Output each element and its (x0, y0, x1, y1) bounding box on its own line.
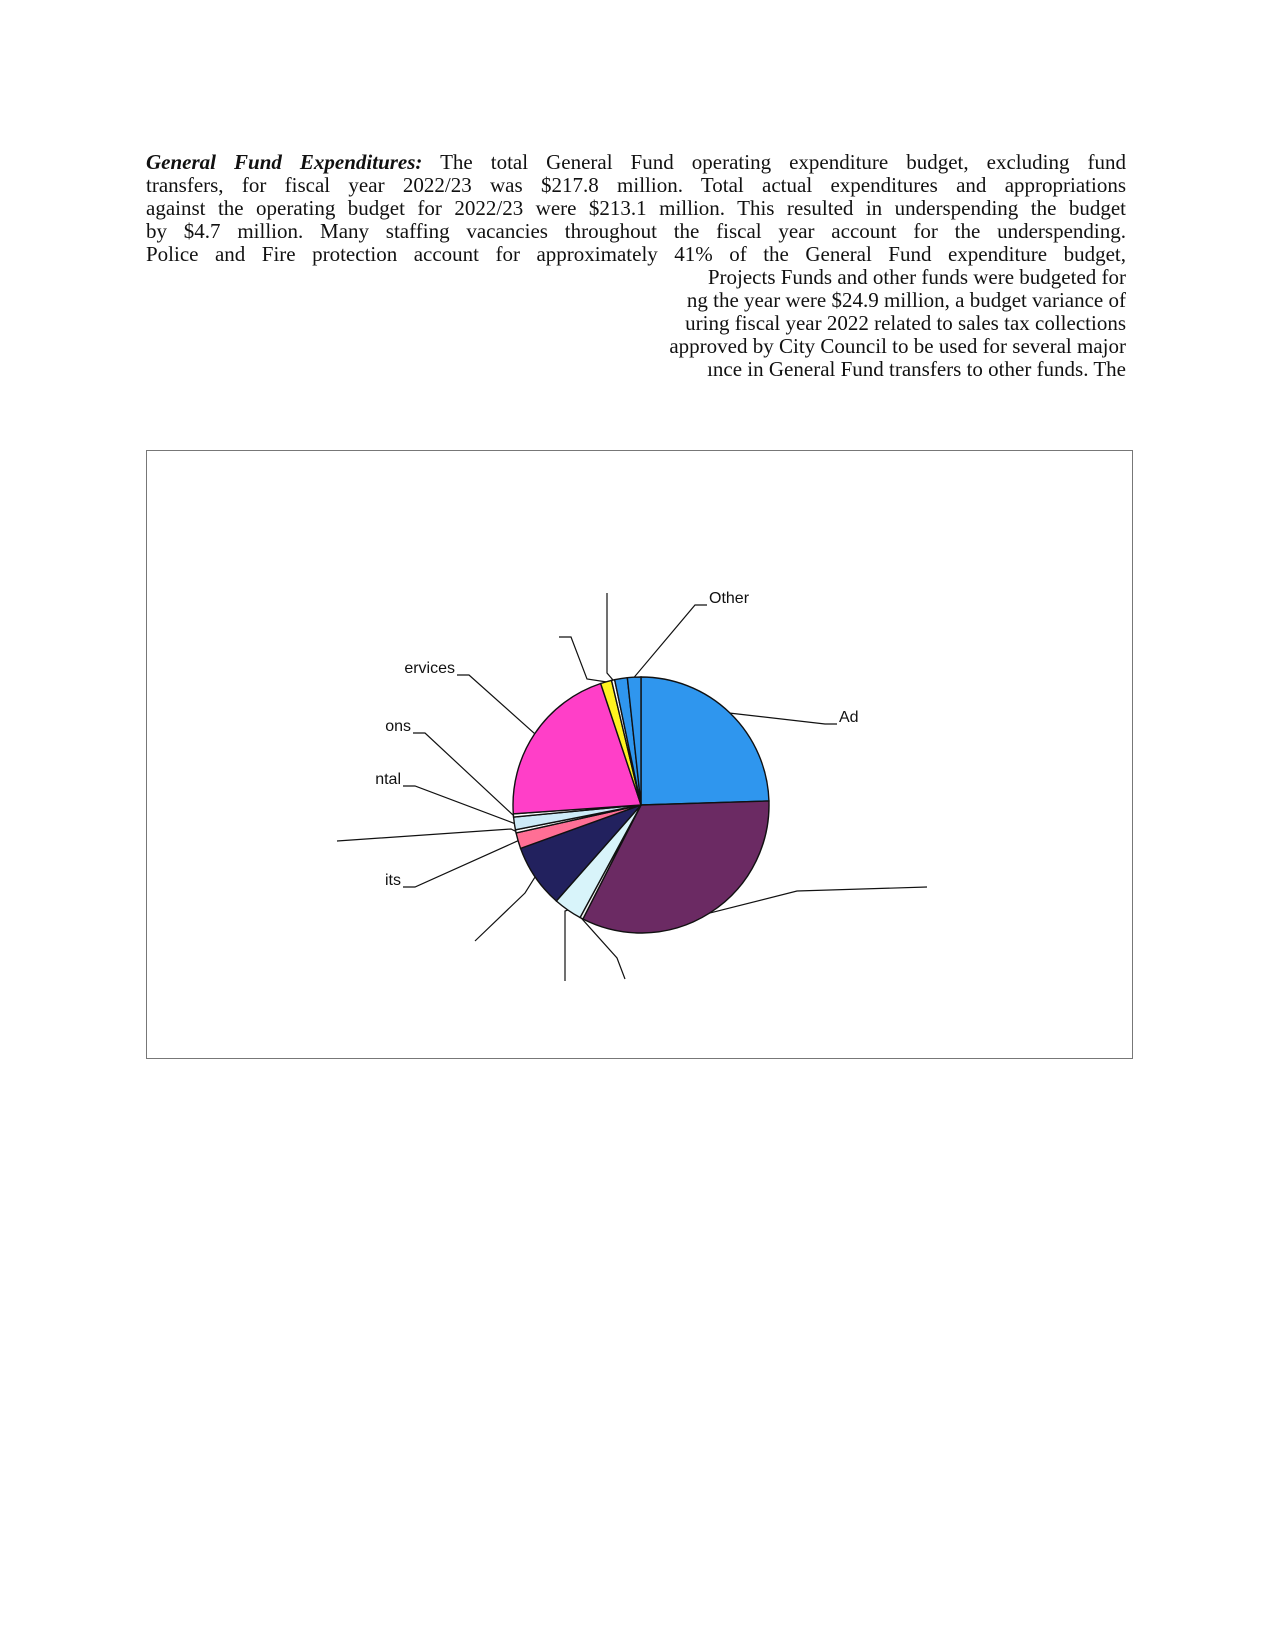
chart-frame (146, 450, 1133, 1059)
slice-label-5: its (385, 872, 401, 889)
paragraph-line-4: by $4.7 million. Many staffing vacancies throughout the fiscal year account for the underspending. (146, 219, 1126, 243)
body-paragraph (146, 151, 1126, 381)
slice-label-8: ons (385, 718, 411, 735)
pie-chart (147, 451, 1134, 1060)
leader-line-6 (337, 829, 516, 841)
leader-line-11 (607, 593, 613, 680)
paragraph-line-3: against the operating budget for 2022/23 were $213.1 million. This resulted in underspending the budget (146, 196, 1126, 220)
paragraph-line-9: approved by City Council to be used for several major (669, 334, 1126, 358)
paragraph-line-1 (146, 151, 1126, 174)
paragraph-text: The total General Fund operating expenditure budget, excluding fund (422, 150, 1126, 174)
paragraph-line-2: transfers, for fiscal year 2022/23 was $217.8 million. Total actual expenditures and appropriations (146, 173, 1126, 197)
leader-line-3 (565, 910, 568, 981)
paragraph-line-7: ng the year were $24.9 million, a budget variance of (686, 288, 1126, 312)
leader-line-13 (634, 605, 707, 677)
slice-label-9: ervices (404, 660, 455, 677)
paragraph-line-8: uring fiscal year 2022 related to sales tax collections (685, 311, 1126, 335)
slice-label-7: ntal (375, 771, 401, 788)
leader-line-4 (475, 877, 535, 941)
leader-line-1 (710, 887, 927, 913)
paragraph-line-5: Police and Fire protection account for approximately 41% of the General Fund expenditure budget, (146, 242, 1126, 266)
leader-line-7 (403, 786, 514, 823)
leader-line-8 (413, 733, 513, 815)
paragraph-line-6: Projects Funds and other funds were budgeted for (707, 265, 1126, 289)
slice-label-0: Ad (839, 709, 859, 726)
slice-label-13: Other (709, 590, 750, 607)
leader-line-0 (730, 713, 837, 724)
pie-slice-0 (641, 677, 769, 805)
paragraph-line-10: ınce in General Fund transfers to other funds. The (707, 357, 1126, 381)
leader-line-9 (457, 675, 535, 734)
leader-line-5 (403, 841, 518, 887)
leader-line-10 (559, 637, 606, 682)
section-lead-heading: General Fund Expenditures: (146, 150, 423, 174)
pie-slices (513, 677, 769, 933)
